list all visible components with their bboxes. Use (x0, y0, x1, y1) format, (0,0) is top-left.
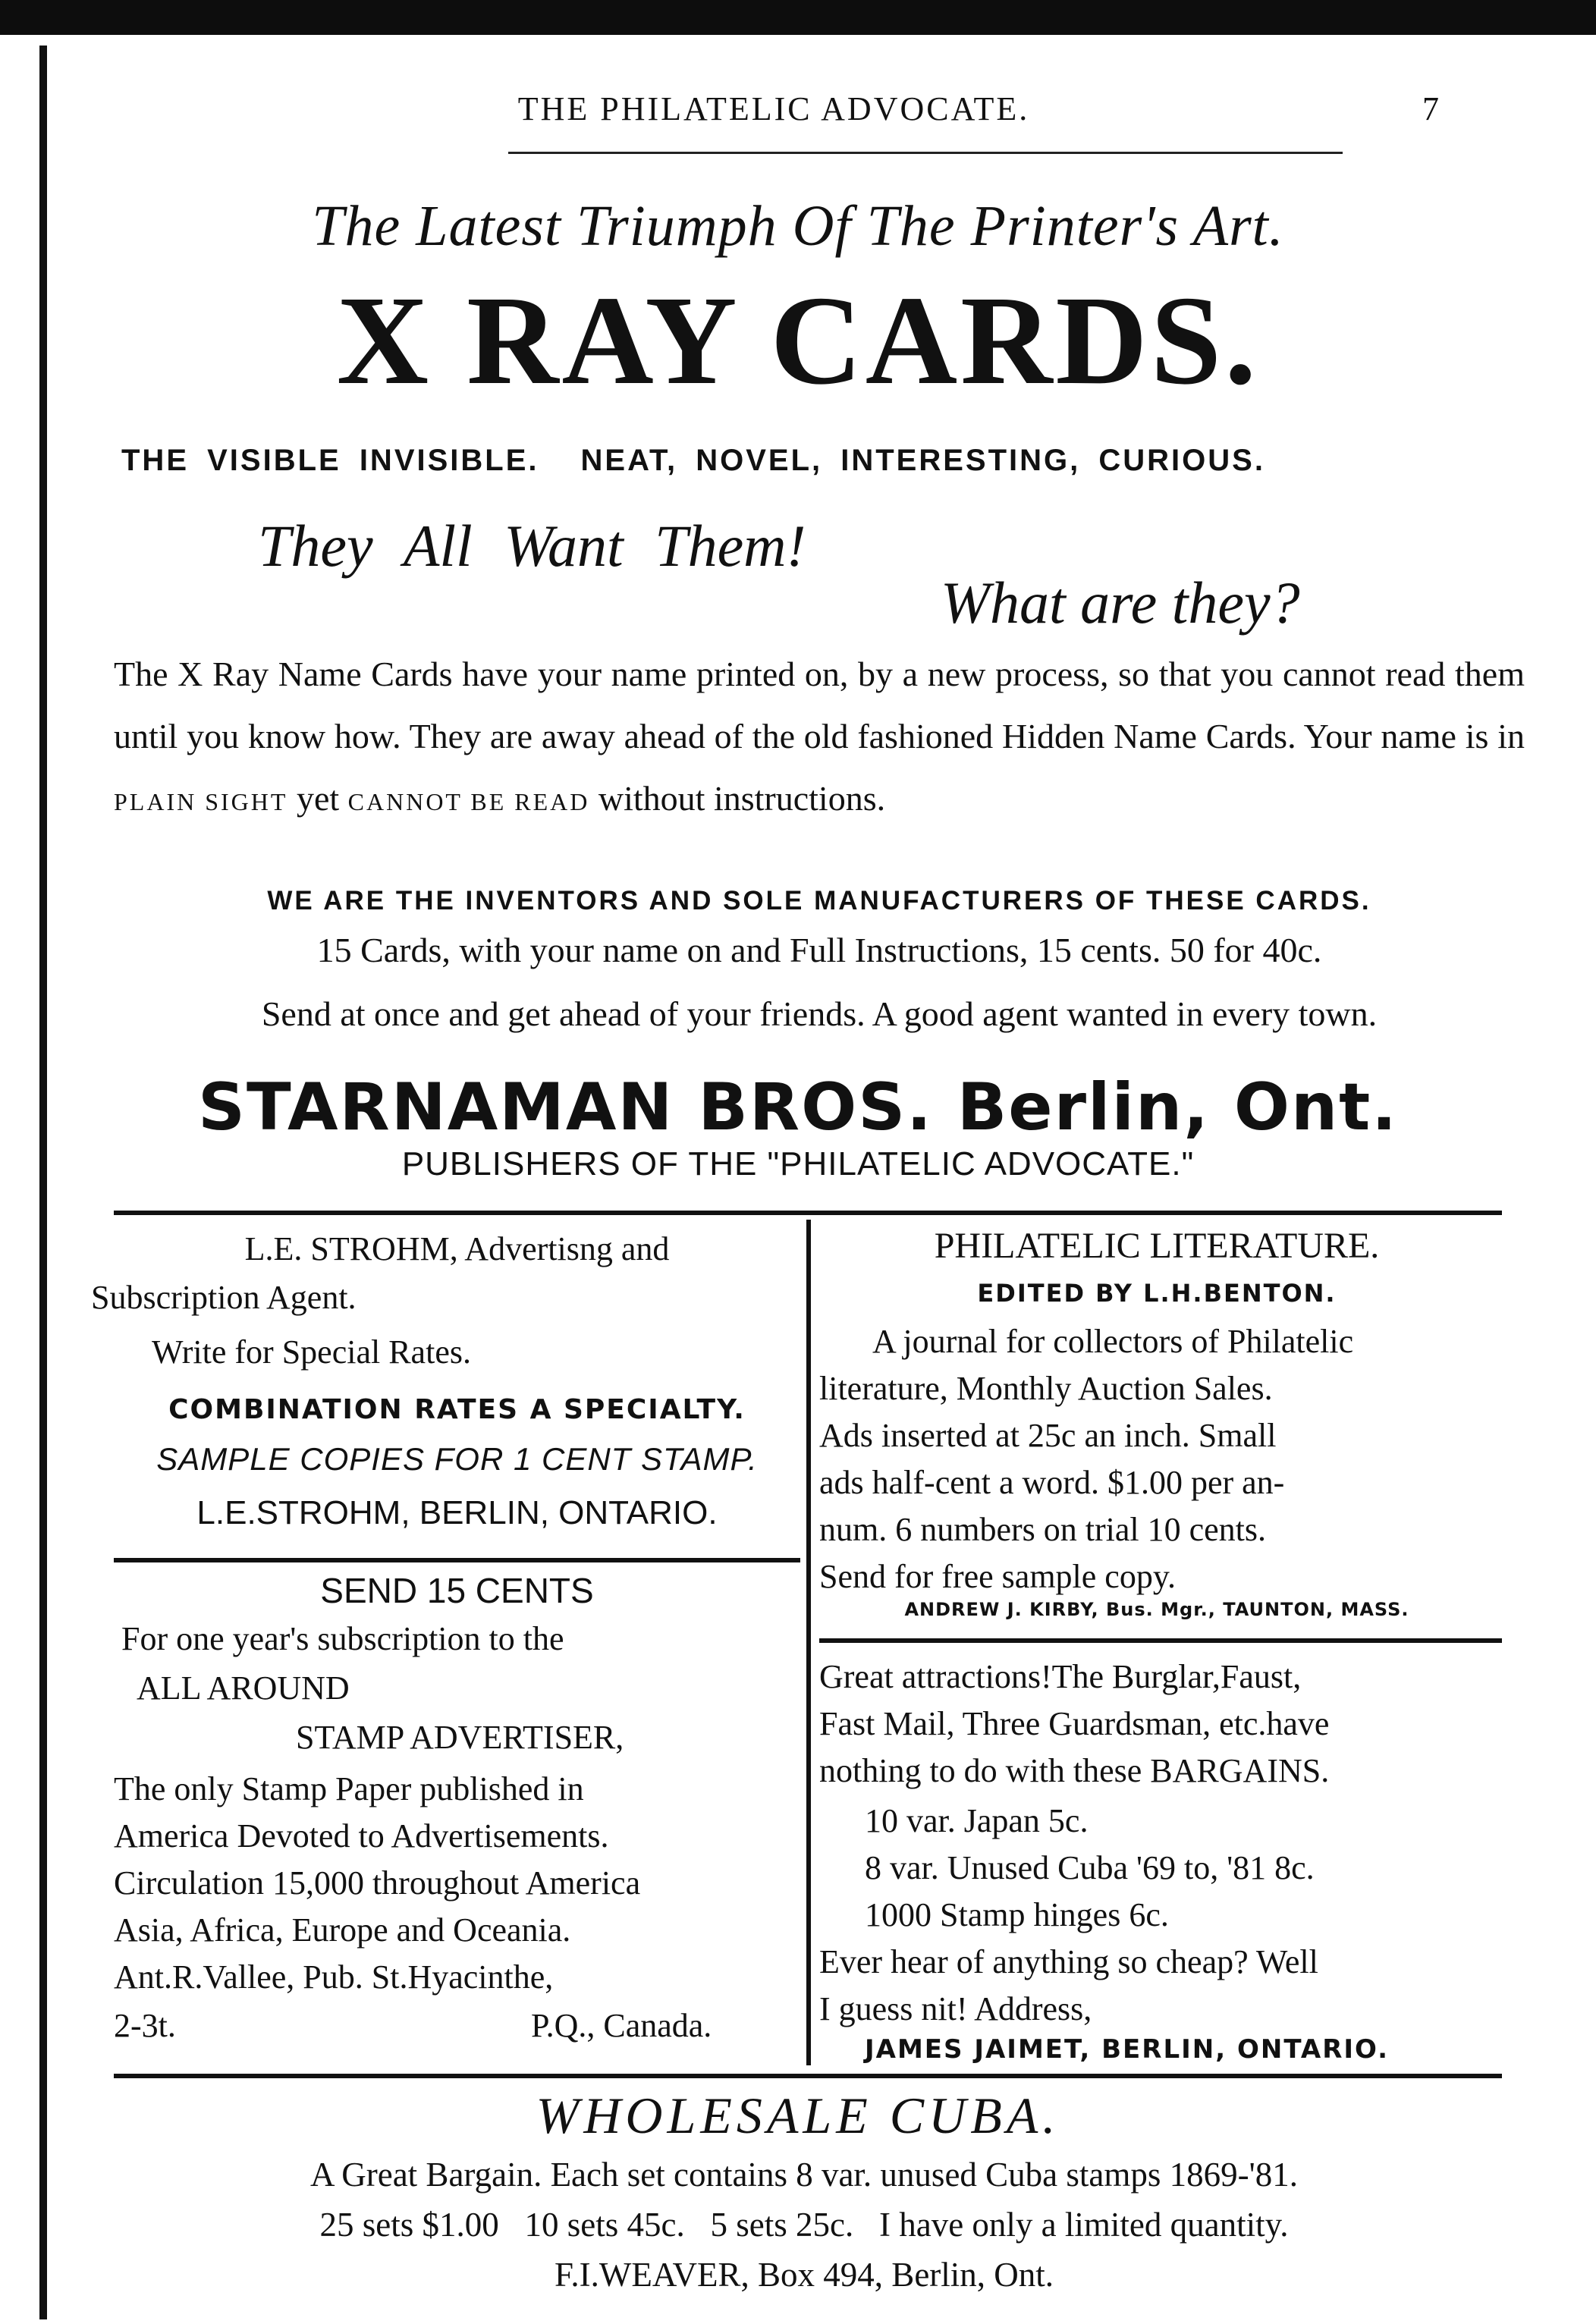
xray-want: They All Want Them! (258, 513, 806, 579)
cuba-title: WHOLESALE CUBA. (536, 2087, 1060, 2144)
send15-line8: Ant.R.Vallee, Pub. St.Hyacinthe, (114, 1958, 554, 1996)
xray-plain-sight: PLAIN SIGHT (114, 788, 288, 815)
cuba-line2: 25 sets $1.00 10 sets 45c. 5 sets 25c. I have only a limited quantity. (319, 2206, 1289, 2244)
literature-line2: literature, Monthly Auction Sales. (819, 1370, 1273, 1407)
xray-title: X RAY CARDS. (336, 270, 1260, 411)
section-rule (114, 1211, 1502, 1215)
starnaman-publishers: PUBLISHERS OF THE "PHILATELIC ADVOCATE." (401, 1145, 1195, 1182)
xray-para-part2: yet (296, 779, 340, 818)
literature-title: PHILATELIC LITERATURE. (934, 1226, 1380, 1266)
send15-line6: Circulation 15,000 throughout America (114, 1864, 641, 1902)
strohm-line2: Subscription Agent. (91, 1279, 357, 1316)
cuba-line3: F.I.WEAVER, Box 494, Berlin, Ont. (554, 2256, 1054, 2294)
starnaman-firm: STARNAMAN BROS. Berlin, Ont. (198, 1069, 1398, 1145)
send15-line4: The only Stamp Paper published in (114, 1770, 584, 1807)
xray-agent: Send at once and get ahead of your friends. A good agent wanted in every town. (261, 994, 1378, 1033)
strohm-combination: COMBINATION RATES A SPECIALTY. (168, 1394, 746, 1425)
xray-subtitle (121, 444, 1487, 478)
strohm-line3: Write for Special Rates. (152, 1333, 471, 1371)
strohm-address: L.E.STROHM, BERLIN, ONTARIO. (196, 1494, 718, 1531)
send15-line2: ALL AROUND (137, 1669, 350, 1707)
send15-code: 2-3t. (114, 2007, 176, 2044)
xray-sub2: NEAT, NOVEL, INTERESTING, CURIOUS. (580, 444, 1265, 477)
xray-what: What are they? (941, 570, 1300, 636)
strohm-sample: SAMPLE COPIES FOR 1 CENT STAMP. (156, 1441, 758, 1477)
send15-heading: SEND 15 CENTS (320, 1571, 594, 1610)
jaimet-line2: Fast Mail, Three Guardsman, etc.have (819, 1705, 1330, 1742)
send15-line3: STAMP ADVERTISER, (296, 1719, 624, 1756)
xray-description (114, 643, 1525, 833)
jaimet-item3: 1000 Stamp hinges 6c. (865, 1896, 1169, 1933)
top-border (0, 0, 1596, 35)
literature-line1: A journal for collectors of Philatelic (872, 1323, 1354, 1360)
column-divider (806, 1220, 811, 2065)
xray-sub1: THE VISIBLE INVISIBLE. (121, 444, 539, 477)
masthead: THE PHILATELIC ADVOCATE. (517, 90, 1030, 127)
jaimet-address: JAMES JAIMET, BERLIN, ONTARIO. (865, 2034, 1390, 2065)
xray-tagline: The Latest Triumph Of The Printer's Art. (312, 194, 1284, 258)
send15-line7: Asia, Africa, Europe and Oceania. (114, 1911, 571, 1949)
xray-para-part3: without instructions. (598, 779, 886, 818)
xray-price: 15 Cards, with your name on and Full Instructions, 15 cents. 50 for 40c. (316, 931, 1322, 969)
bottom-rule (114, 2074, 1502, 2078)
send15-line1: For one year's subscription to the (121, 1620, 564, 1657)
cuba-line1: A Great Bargain. Each set contains 8 var. unused Cuba stamps 1869-'81. (309, 2156, 1298, 2194)
literature-line6: Send for free sample copy. (819, 1558, 1176, 1595)
strohm-line1: L.E. STROHM, Advertisng and (244, 1230, 670, 1267)
jaimet-line1: Great attractions!The Burglar,Faust, (819, 1658, 1302, 1695)
jaimet-line4: Ever hear of anything so cheap? Well (819, 1943, 1318, 1980)
jaimet-line3: nothing to do with these BARGAINS. (819, 1752, 1330, 1789)
page-number: 7 (1422, 90, 1439, 127)
xray-para-part1: The X Ray Name Cards have your name printed on, by a new process, so that you cannot read them until you know how. They are away ahead of the old fashioned Hidden Name Cards. Your name is in (114, 655, 1525, 755)
jaimet-item2: 8 var. Unused Cuba '69 to, '81 8c. (865, 1849, 1315, 1886)
send15-location: P.Q., Canada. (531, 2007, 712, 2044)
jaimet-line5: I guess nit! Address, (819, 1990, 1092, 2027)
jaimet-item1: 10 var. Japan 5c. (865, 1802, 1089, 1839)
literature-line4: ads half-cent a word. $1.00 per an- (819, 1464, 1285, 1501)
header-rule (508, 152, 1343, 154)
xray-inventors: WE ARE THE INVENTORS AND SOLE MANUFACTURERS OF THESE CARDS. (267, 886, 1371, 915)
literature-line5: num. 6 numbers on trial 10 cents. (819, 1511, 1267, 1548)
literature-editor: EDITED BY L.H.BENTON. (977, 1279, 1337, 1308)
left-column-rule (114, 1558, 800, 1562)
literature-line3: Ads inserted at 25c an inch. Small (819, 1417, 1277, 1454)
right-column-rule (819, 1638, 1502, 1643)
send15-line5: America Devoted to Advertisements. (114, 1817, 609, 1854)
xray-cannot-be-read: CANNOT BE READ (347, 788, 590, 815)
literature-publisher: ANDREW J. KIRBY, Bus. Mgr., TAUNTON, MASS. (904, 1599, 1409, 1620)
